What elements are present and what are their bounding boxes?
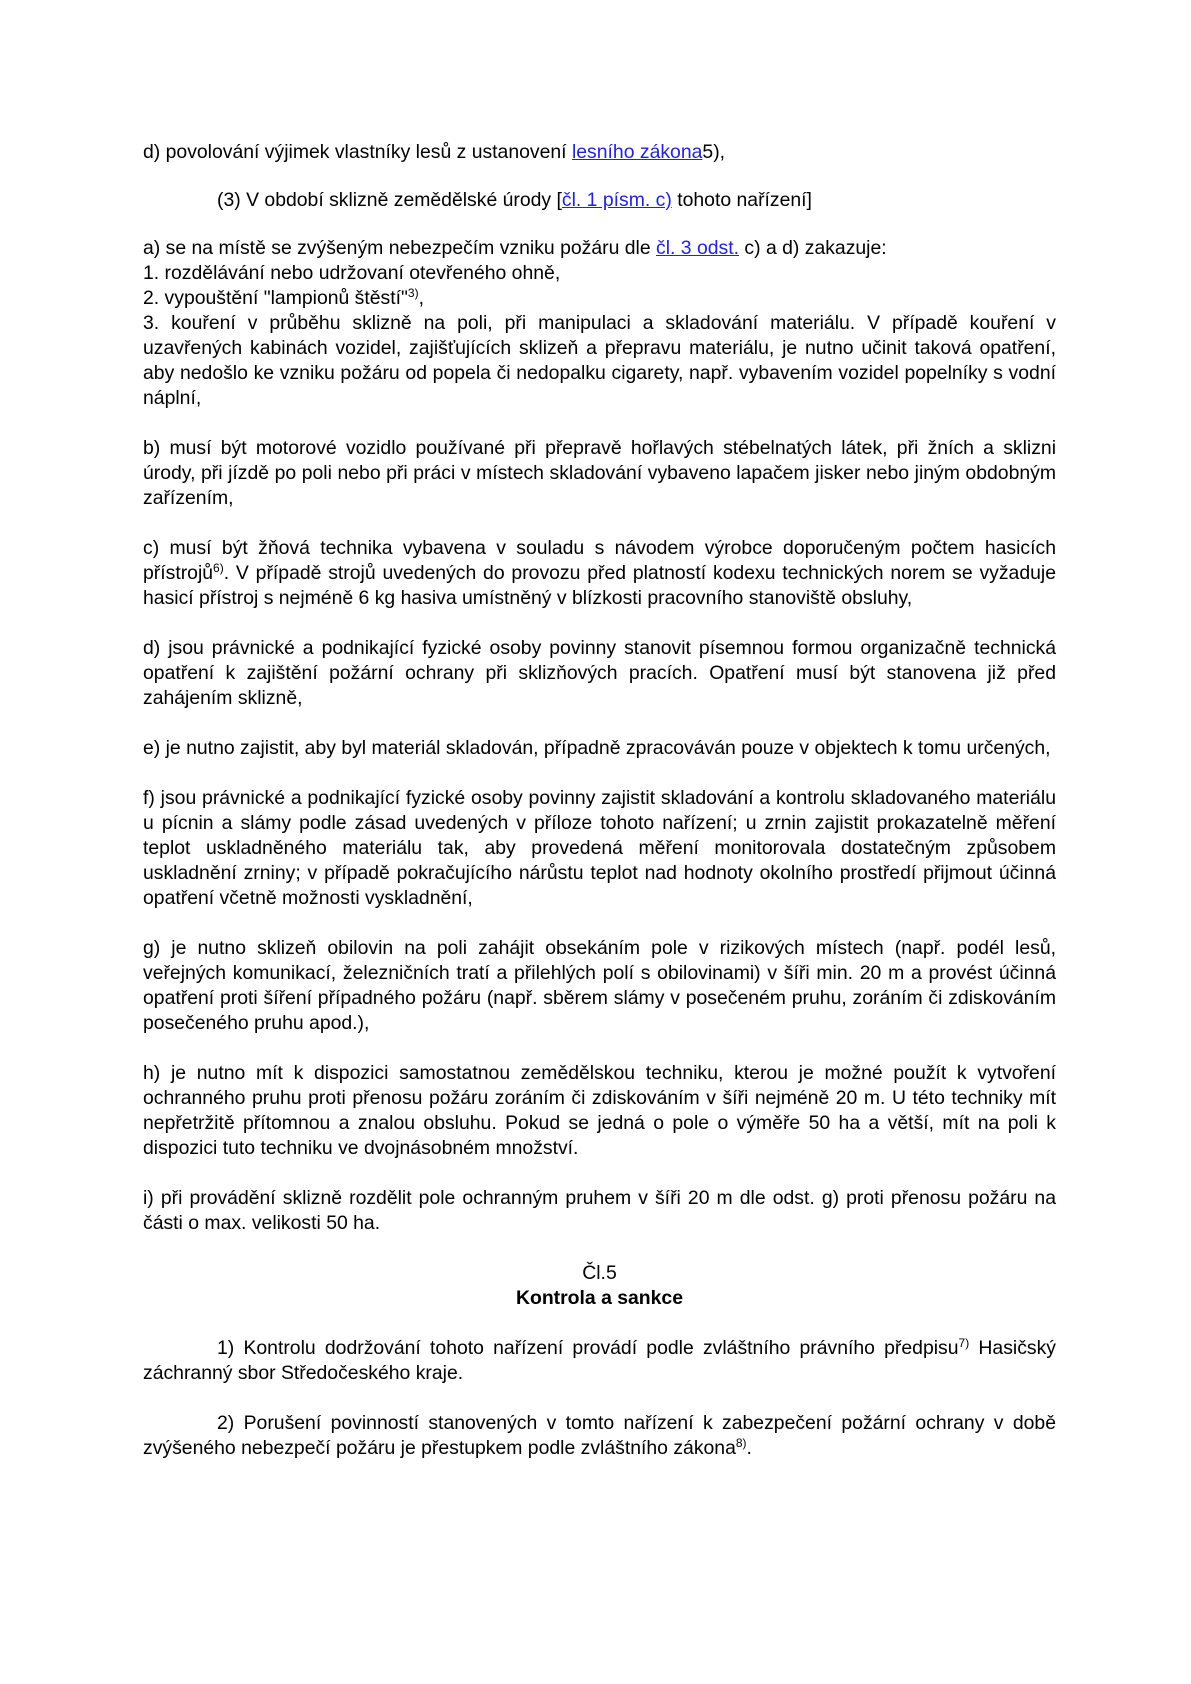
- footnote-ref-3: 3): [407, 286, 419, 300]
- footnote-ref-8: 8): [735, 1436, 747, 1450]
- paragraph-item-h: h) je nutno mít k dispozici samostatnou zemědělskou techniku, kterou je možné použít k vytvoření ochranného pruhu proti přenosu požáru zoráním či zdiskováním v šíři nejméně 20 m. U této techniky mít nepřetržitě přítomnou a znalou obsluhu. Pokud se jedná o pole o výměře 50 ha a větší, mít na poli k dispozici tuto techniku ve dvojnásobném množství.: [143, 1062, 1056, 1159]
- article-5-number: Čl.5: [582, 1262, 617, 1284]
- item-a-line-3: 3. kouření v průběhu sklizně na poli, při manipulaci a skladování materiálu. V případě kouření v uzavřených kabinách vozidel, zajišťujících sklizeň a přepravu materiálu, je nutno učinit taková opatření, aby nedošlo ke vzniku požáru od popela či nedopalku cigarety, např. vybavením vozidel popelníky s vodní náplní,: [143, 312, 1056, 409]
- article-1c-link[interactable]: čl. 1 písm. c): [561, 189, 672, 211]
- article-5-paragraph-1: [143, 1336, 1056, 1386]
- paragraph-item-e: e) je nutno zajistit, aby byl materiál skladován, případně zpracováván pouze v objektech k tomu určených,: [143, 737, 1051, 759]
- item-c-text: c) musí být žňová technika vybavena v souladu s návodem výrobce doporučeným počtem hasicích přístrojů: [143, 537, 1056, 584]
- paragraph-item-f: f) jsou právnické a podnikající fyzické osoby povinny zajistit skladování a kontrolu skladovaného materiálu u pícnin a slámy podle zásad uvedených v příloze tohoto nařízení; u zrnin zajistit prokazatelně měření teplot uskladněného materiálu tak, aby provedená měření monitorovala dostatečným způsobem uskladnění zrniny; v případě pokračujícího nárůstu teplot nad hodnoty okolního prostředí přijmout účinná opatření včetně možnosti vyskladnění,: [143, 787, 1056, 909]
- article-5-p2-suffix: .: [746, 1437, 752, 1459]
- article-5-paragraph-2: [143, 1411, 1056, 1461]
- forest-act-link[interactable]: lesního zákona: [571, 141, 703, 163]
- item-a-suffix: c) a d) zakazuje:: [739, 237, 887, 259]
- document-page: [143, 140, 1056, 1461]
- paragraph-item-g: g) je nutno sklizeň obilovin na poli zahájit obsekáním pole v rizikových místech (např. podél lesů, veřejných komunikací, železničních tratí a přilehlých polí s obilovinami) v šíři min. 20 m a provést účinná opatření proti šíření případného požáru (např. sběrem slámy v posečeném pruhu, zoráním či zdiskováním posečeného pruhu apod.),: [143, 937, 1056, 1034]
- paragraph-item-a: [143, 236, 1056, 411]
- item-a-line-1: 1. rozdělávání nebo udržovaní otevřeného ohně,: [143, 262, 561, 284]
- item-d-forest-text: d) povolování výjimek vlastníky lesů z ustanovení: [143, 141, 572, 163]
- item-d-forest-suffix: 5),: [702, 141, 726, 163]
- paragraph-item-i: i) při provádění sklizně rozdělit pole ochranným pruhem v šíři 20 m dle odst. g) proti přenosu požáru na části o max. velikosti 50 ha.: [143, 1187, 1056, 1234]
- item-a-text: a) se na místě se zvýšeným nebezpečím vzniku požáru dle: [143, 237, 657, 259]
- paragraph-item-b: b) musí být motorové vozidlo používané při přepravě hořlavých stébelnatých látek, při žních a sklizni úrody, při jízdě po poli nebo při práci v místech skladování vybaveno lapačem jisker nebo jiným obdobným zařízením,: [143, 437, 1056, 509]
- section-3-suffix: tohoto nařízení]: [671, 189, 812, 211]
- paragraph-item-d: d) jsou právnické a podnikající fyzické osoby povinny stanovit písemnou formou organizačně technická opatření k zajištění požární ochrany při sklizňových pracích. Opatření musí být stanovena již před zahájením sklizně,: [143, 637, 1056, 709]
- article-5-p2-text: 2) Porušení povinností stanovených v tomto nařízení k zabezpečení požární ochrany v době zvýšeného nebezpečí požáru je přestupkem podle zvláštního zákona: [143, 1412, 1056, 1459]
- item-a-line-2-suffix: ,: [418, 287, 424, 309]
- item-c-suffix: . V případě strojů uvedených do provozu před platností kodexu technických norem se vyžaduje hasicí přístroj s nejméně 6 kg hasiva umístněný v blízkosti pracovního stanoviště obsluhy,: [143, 562, 1056, 609]
- footnote-ref-6: 6): [213, 561, 224, 575]
- article-5-p1-text: 1) Kontrolu dodržování tohoto nařízení provádí podle zvláštního právního předpisu: [217, 1337, 959, 1359]
- section-3-heading: [143, 188, 1056, 213]
- paragraph-item-c: [143, 536, 1056, 611]
- article-3-link[interactable]: čl. 3 odst.: [656, 237, 740, 259]
- paragraph-item-d-forest: [143, 140, 1056, 165]
- item-a-line-2-text: 2. vypouštění "lampionů štěstí": [143, 287, 408, 309]
- item-a-line-2: [143, 286, 1056, 311]
- item-a-intro: [143, 236, 1056, 261]
- section-3-text: (3) V období sklizně zemědělské úrody [: [217, 189, 562, 211]
- footnote-ref-7: 7): [958, 1336, 970, 1350]
- article-5-title: Kontrola a sankce: [515, 1287, 684, 1309]
- article-5-p1-suffix: Hasičský záchranný sbor Středočeského kraje.: [143, 1337, 1056, 1384]
